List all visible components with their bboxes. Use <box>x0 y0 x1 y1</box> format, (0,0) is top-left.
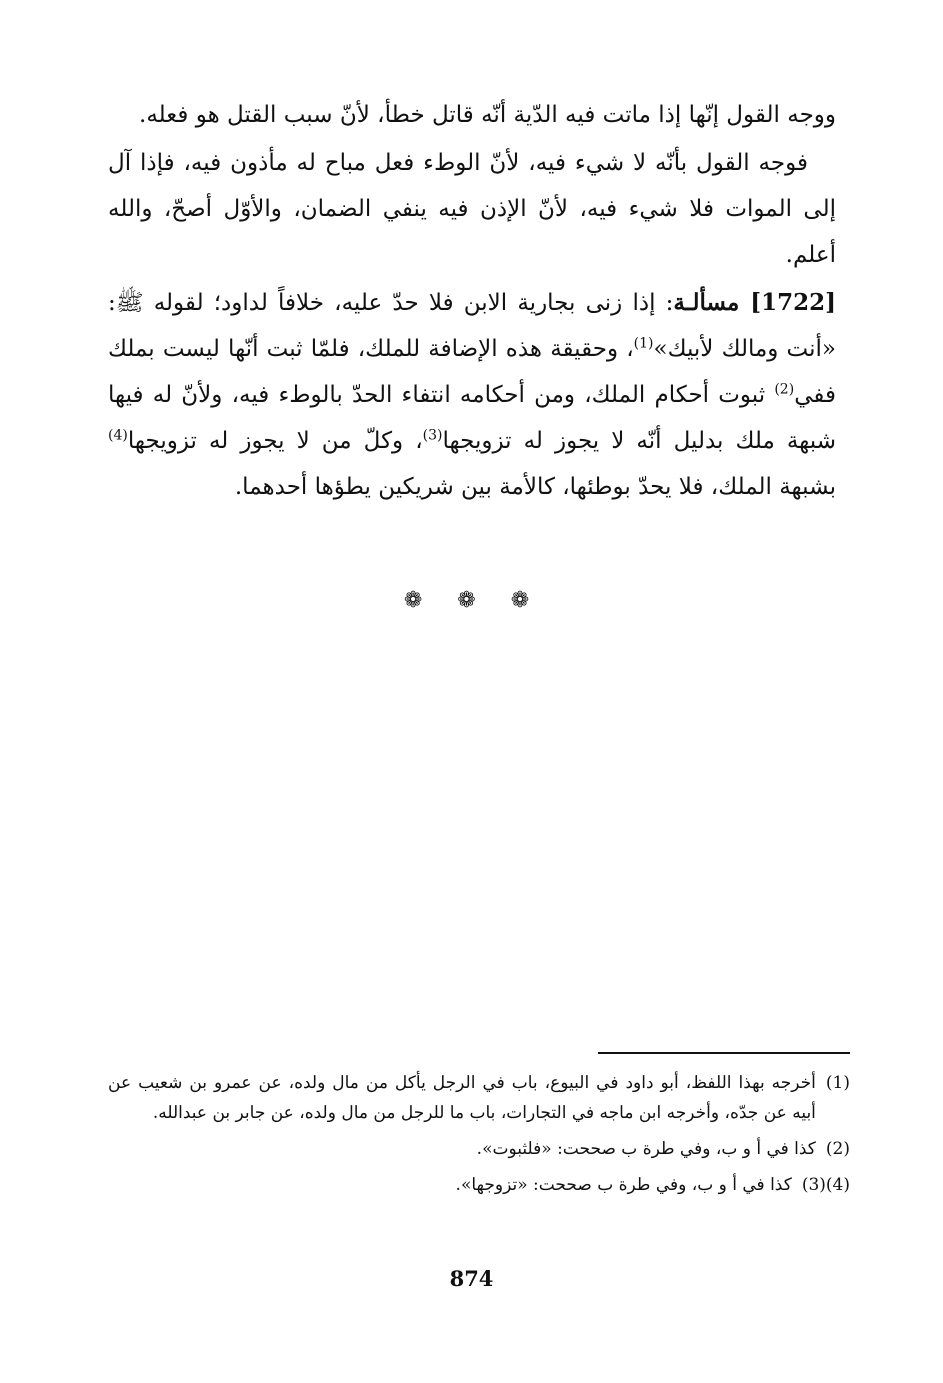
paragraph-2-text: فوجه القول بأنّه لا شيء فيه، لأنّ الوطء فعل مباح له مأذون فيه، فإذا آل إلى الموات فلا شيء فيه، لأنّ الإذن فيه ينفي الضمان، والأوّل أصحّ، والله أعلم. <box>108 150 836 268</box>
footnote-3-4 <box>108 1170 850 1200</box>
paragraph-3-seg2: ، وحقيقة هذه الإضافة للملك، فلمّا ثبت أنّها ليست بملك ففي <box>108 336 836 408</box>
page-number: 874 <box>449 1266 494 1291</box>
footnote-2 <box>108 1134 850 1164</box>
footnotes <box>108 1068 850 1206</box>
paragraph-3-seg3: ثبوت أحكام الملك، ومن أحكامه انتفاء الحدّ بالوطء فيه، ولأنّ له فيها شبهة ملك بدليل أنّه لا يجوز له تزويجها <box>108 382 836 454</box>
footnote-ref-3[interactable]: (3) <box>422 427 443 444</box>
footnote-number: (1) <box>825 1073 850 1093</box>
flower-ornament-icon: ❁ <box>510 588 540 613</box>
issue-label: [1722] مسألـة <box>673 289 837 316</box>
footnote-text: كذا في أ و ب، وفي طرة ب صححت: «تزوجها». <box>455 1175 792 1195</box>
paragraph-3-seg5: بشبهة الملك، فلا يحدّ بوطئها، كالأمة بين شريكين يطؤها أحدهما. <box>234 474 836 500</box>
footnote-number: (3)(4) <box>801 1175 850 1195</box>
paragraph-3-seg4: ، وكلّ من لا يجوز له تزويجها <box>127 428 423 454</box>
paragraph-1 <box>108 92 836 138</box>
footnote-text: أخرجه بهذا اللفظ، أبو داود في البيوع، باب في الرجل يأكل من مال ولده، عن عمرو بن شعيب عن أبيه عن جدّه، وأخرجه ابن ماجه في التجارات، باب ما للرجل من مال ولده، عن جابر بن عبدالله. <box>108 1073 816 1123</box>
main-text <box>108 92 836 512</box>
footnote-1 <box>108 1068 850 1128</box>
flower-ornament-icon: ❁ <box>403 588 433 613</box>
flower-ornament-icon: ❁ <box>457 588 486 613</box>
paragraph-1-text: ووجه القول إنّها إذا ماتت فيه الدّية أنّه قاتل خطأ، لأنّ سبب القتل هو فعله. <box>139 102 836 128</box>
section-divider-ornaments <box>0 588 943 613</box>
paragraph-3-seg1: : إذا زنى بجارية الابن فلا حدّ عليه، خلافاً لداود؛ لقوله ﷺ: «أنت ومالك لأبيك» <box>108 290 836 362</box>
footnote-ref-2[interactable]: (2) <box>774 381 795 398</box>
footnote-number: (2) <box>825 1139 850 1159</box>
paragraph-2 <box>108 140 836 278</box>
footnote-text: كذا في أ و ب، وفي طرة ب صححت: «فلثبوت». <box>476 1139 816 1159</box>
footnote-ref-4[interactable]: (4) <box>108 427 128 444</box>
paragraph-3 <box>108 280 836 510</box>
footnote-ref-1[interactable]: (1) <box>633 335 654 352</box>
footnote-separator-rule <box>598 1052 850 1054</box>
